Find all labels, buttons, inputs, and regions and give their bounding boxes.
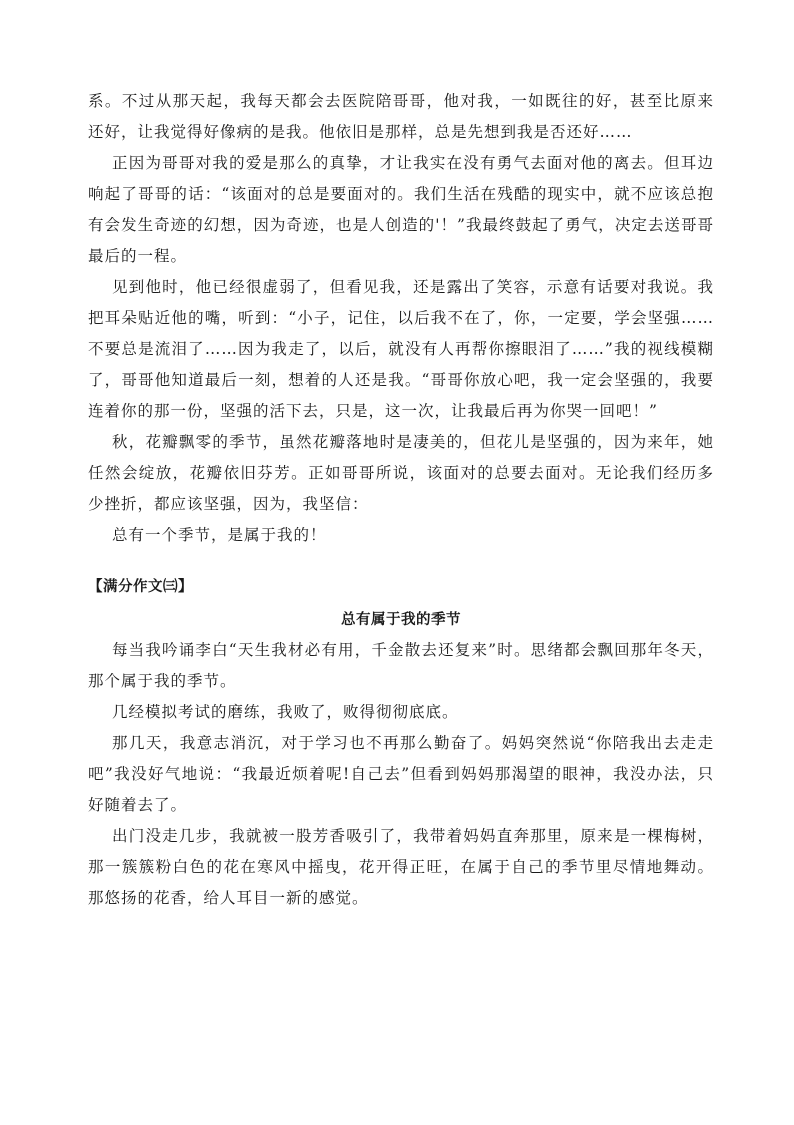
paragraph: 秋，花瓣飘零的季节，虽然花瓣落地时是凄美的，但花儿是坚强的，因为来年，她任然会绽放，花瓣依旧芬芳。正如哥哥所说，该面对的总要去面对。无论我们经历多少挫折，都应该坚强，因为，我坚信： — [88, 433, 714, 513]
section-label: 【满分作文㈢】 — [88, 579, 193, 595]
paragraph: 几经模拟考试的磨练，我败了，败得彻彻底底。 — [112, 703, 459, 721]
paragraph: 每当我吟诵李白“天生我材必有用，千金散去还复来”时。思绪都会飘回那年冬天，那个属于我的季节。 — [88, 641, 714, 690]
paragraph: 见到他时，他已经很虚弱了，但看见我，还是露出了笑容，示意有话要对我说。我把耳朵贴近他的嘴，听到：“小子，记住，以后我不在了，你，一定要，学会坚强……不要总是流泪了……因为我走了，以后，就没有人再帮你擦眼泪了……”我的视线模糊了，哥哥他知道最后一刻，想着的人还是我。“哥哥你放心吧，我一定会坚强的，我要连着你的那一份，坚强的活下去，只是，这一次，让我最后再为你哭一回吧！” — [88, 278, 714, 420]
paragraph: 出门没走几步，我就被一股芳香吸引了，我带着妈妈直奔那里，原来是一棵梅树，那一簇簇粉白色的花在寒风中摇曳，花开得正旺，在属于自己的季节里尽情地舞动。那悠扬的花香，给人耳目一新的感觉。 — [88, 827, 714, 907]
paragraph: 正因为哥哥对我的爱是那么的真挚，才让我实在没有勇气去面对他的离去。但耳边响起了哥哥的话：“该面对的总是要面对的。我们生活在残酷的现实中，就不应该总抱有会发生奇迹的幻想，因为奇迹，也是人创造的'！”我最终鼓起了勇气，决定去送哥哥最后的一程。 — [88, 154, 714, 265]
paragraph: 总有一个季节，是属于我的！ — [112, 526, 327, 544]
document-page — [88, 86, 714, 914]
paragraph: 那几天，我意志消沉，对于学习也不再那么勤奋了。妈妈突然说“你陪我出去走走吧”我没好气地说：“我最近烦着呢!自己去”但看到妈妈那渴望的眼神，我没办法，只好随着去了。 — [88, 734, 714, 814]
essay-title: 总有属于我的季节 — [341, 612, 461, 628]
paragraph: 系。不过从那天起，我每天都会去医院陪哥哥，他对我，一如既往的好，甚至比原来还好，让我觉得好像病的是我。他依旧是那样，总是先想到我是否还好…… — [88, 92, 714, 141]
